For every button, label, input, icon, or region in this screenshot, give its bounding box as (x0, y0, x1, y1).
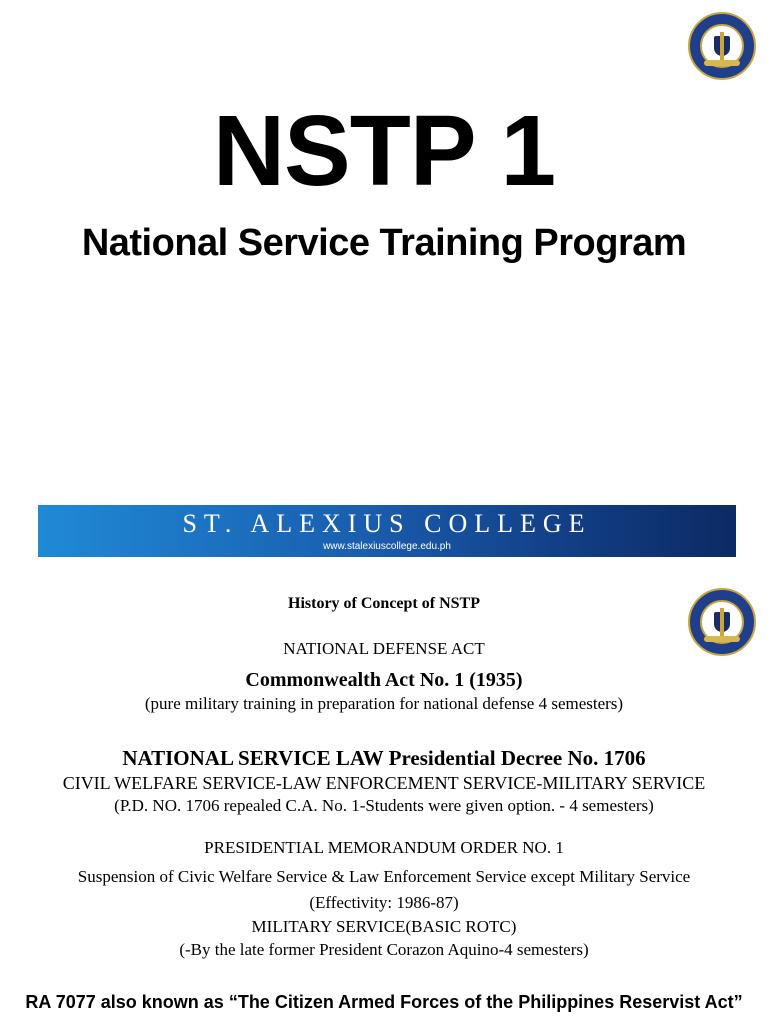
history-line: (-By the late former President Corazon Aquino-4 semesters) (179, 940, 589, 959)
college-banner (38, 505, 736, 557)
ra-7077-line: RA 7077 also known as “The Citizen Armed Forces of the Philippines Reservist Act” (25, 992, 743, 1012)
history-line: (pure military training in preparation for national defense 4 semesters) (144, 694, 624, 713)
banner-college-name: ST. ALEXIUS COLLEGE (182, 509, 592, 538)
history-line: CIVIL WELFARE SERVICE-LAW ENFORCEMENT SERVICE-MILITARY SERVICE (62, 773, 706, 793)
history-line: Suspension of Civic Welfare Service & Law Enforcement Service except Military Service (77, 867, 691, 886)
history-line: NATIONAL DEFENSE ACT (283, 639, 485, 658)
history-line: (P.D. NO. 1706 repealed C.A. No. 1-Students were given option. - 4 semesters) (114, 796, 654, 815)
history-heading: History of Concept of NSTP (288, 595, 480, 612)
history-line: PRESIDENTIAL MEMORANDUM ORDER NO. 1 (204, 838, 564, 857)
slide-subtitle: National Service Training Program (81, 222, 687, 264)
history-line: Commonwealth Act No. 1 (1935) (245, 669, 523, 691)
history-line: MILITARY SERVICE(BASIC ROTC) (251, 917, 517, 936)
history-line: NATIONAL SERVICE LAW Presidential Decree No. 1706 (122, 746, 646, 770)
history-line: (Effectivity: 1986-87) (309, 893, 459, 912)
banner-website: www.stalexiuscollege.edu.ph (323, 541, 451, 552)
slide-title: NSTP 1 (212, 95, 556, 207)
college-seal-logo (688, 12, 756, 80)
